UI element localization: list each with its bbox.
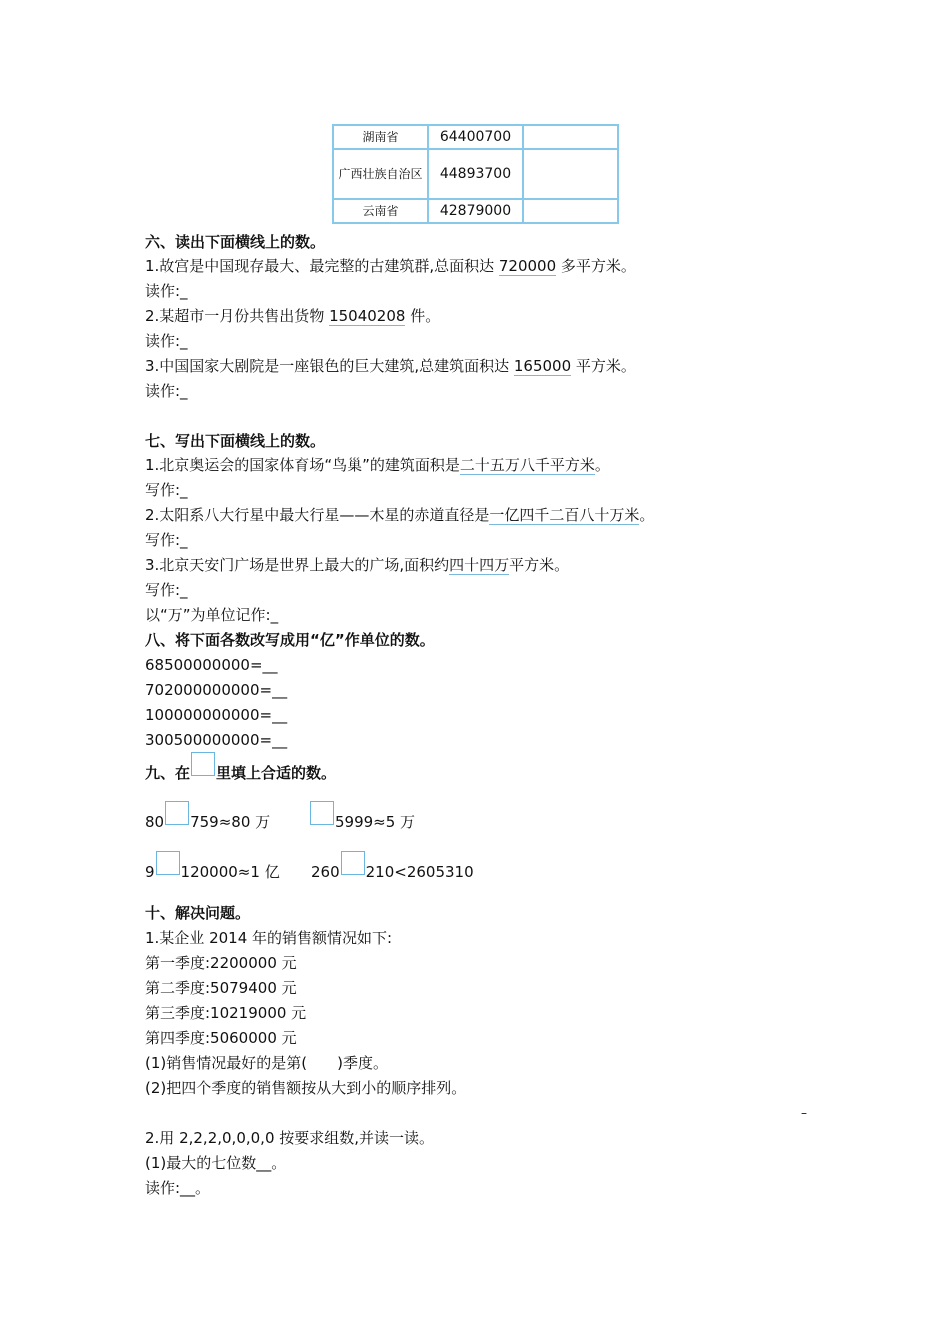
s10-sub-read[interactable]: 读作:__。 — [145, 1179, 211, 1197]
s10-q2-sales: 第二季度:5079400 元 — [145, 979, 297, 997]
population-cell: 44893700 — [428, 149, 523, 199]
s7-question-1 — [145, 455, 610, 475]
q-text: 2.某超市一月份共售出货物 — [145, 307, 330, 325]
s9-expr-1 — [145, 809, 270, 833]
table-row — [333, 149, 618, 199]
s10-sub-largest[interactable]: (1)最大的七位数__。 — [145, 1154, 287, 1172]
answer-cell[interactable] — [523, 199, 618, 223]
s6-question-2 — [145, 306, 440, 326]
q-text: 1.北京奥运会的国家体育场“鸟巢”的建筑面积是 — [145, 456, 460, 474]
stray-dash: – — [801, 1106, 807, 1120]
section-9-title — [145, 760, 336, 784]
s8-item[interactable]: 100000000000=__ — [145, 706, 288, 724]
expr-text: 9 — [145, 863, 155, 881]
s7-answer-3[interactable]: 写作:_ — [145, 581, 188, 599]
q-text: 。 — [594, 456, 610, 474]
digit-box[interactable] — [156, 851, 180, 875]
underlined-number: 720000 — [498, 257, 557, 275]
s7-answer-wan[interactable]: 以“万”为单位记作:_ — [145, 606, 279, 624]
title-text: 九、在 — [145, 764, 191, 782]
s10-sub-1[interactable]: (1)销售情况最好的是第( )季度。 — [145, 1054, 388, 1072]
q-text: 1.故宫是中国现存最大、最完整的古建筑群,总面积达 — [145, 257, 499, 275]
s10-sub-2: (2)把四个季度的销售额按从大到小的顺序排列。 — [145, 1079, 467, 1097]
s8-item[interactable]: 68500000000=__ — [145, 656, 278, 674]
q-text: 多平方米。 — [556, 257, 636, 275]
expr-text: 260 — [311, 863, 340, 881]
province-cell: 湖南省 — [333, 125, 428, 149]
s7-answer-1[interactable]: 写作:_ — [145, 481, 188, 499]
q-text: 平方米。 — [509, 556, 570, 574]
section-6-title: 六、读出下面横线上的数。 — [145, 233, 326, 251]
s6-answer-1[interactable]: 读作:_ — [145, 282, 188, 300]
s9-expr-3 — [145, 859, 280, 883]
title-text: 里填上合适的数。 — [216, 764, 337, 782]
population-cell: 42879000 — [428, 199, 523, 223]
underlined-number: 二十五万八千平方米 — [459, 456, 595, 474]
s6-question-3 — [145, 356, 636, 376]
q-text: 2.太阳系八大行星中最大行星——木星的赤道直径是 — [145, 506, 490, 524]
s8-item[interactable]: 300500000000=__ — [145, 731, 288, 749]
q-text: 平方米。 — [571, 357, 636, 375]
s10-problem-2: 2.用 2,2,2,0,0,0,0 按要求组数,并读一读。 — [145, 1129, 435, 1147]
s10-problem-1: 1.某企业 2014 年的销售额情况如下: — [145, 929, 393, 947]
population-cell: 64400700 — [428, 125, 523, 149]
expr-text: 80 — [145, 813, 165, 831]
underlined-number: 四十四万 — [449, 556, 510, 574]
s10-q4-sales: 第四季度:5060000 元 — [145, 1029, 297, 1047]
s7-question-3 — [145, 555, 569, 575]
expr-text: 120000≈1 亿 — [180, 863, 280, 881]
s10-q1-sales: 第一季度:2200000 元 — [145, 954, 297, 972]
underlined-number: 15040208 — [329, 307, 406, 325]
province-cell: 云南省 — [333, 199, 428, 223]
s7-question-2 — [145, 505, 654, 525]
q-text: 3.北京天安门广场是世界上最大的广场,面积约 — [145, 556, 450, 574]
answer-cell[interactable] — [523, 125, 618, 149]
underlined-number: 一亿四千二百八十万米 — [489, 506, 640, 524]
q-text: 3.中国国家大剧院是一座银色的巨大建筑,总建筑面积达 — [145, 357, 514, 375]
expr-text: 759≈80 万 — [190, 813, 271, 831]
s6-answer-2[interactable]: 读作:_ — [145, 332, 188, 350]
section-10-title: 十、解决问题。 — [145, 904, 251, 922]
digit-box[interactable] — [165, 801, 189, 825]
s7-answer-2[interactable]: 写作:_ — [145, 531, 188, 549]
answer-cell[interactable] — [523, 149, 618, 199]
expr-text: 210<2605310 — [365, 863, 474, 881]
q-text: 件。 — [405, 307, 441, 325]
s9-expr-2 — [309, 809, 415, 833]
s6-answer-3[interactable]: 读作:_ — [145, 382, 188, 400]
table-row — [333, 125, 618, 149]
province-population-table — [332, 124, 619, 224]
s6-question-1 — [145, 256, 636, 276]
digit-box[interactable] — [341, 851, 365, 875]
section-8-title: 八、将下面各数改写成用“亿”作单位的数。 — [145, 631, 435, 649]
expr-text: 5999≈5 万 — [335, 813, 416, 831]
province-name: 广西壮族自治区 — [338, 167, 423, 181]
province-cell — [333, 149, 428, 199]
s10-q3-sales: 第三季度:10219000 元 — [145, 1004, 307, 1022]
section-7-title: 七、写出下面横线上的数。 — [145, 432, 326, 450]
s8-item[interactable]: 702000000000=__ — [145, 681, 288, 699]
underlined-number: 165000 — [513, 357, 572, 375]
s9-expr-4 — [311, 859, 474, 883]
table-row — [333, 199, 618, 223]
digit-box[interactable] — [310, 801, 334, 825]
blank-box — [191, 752, 215, 776]
q-text: 。 — [639, 506, 655, 524]
